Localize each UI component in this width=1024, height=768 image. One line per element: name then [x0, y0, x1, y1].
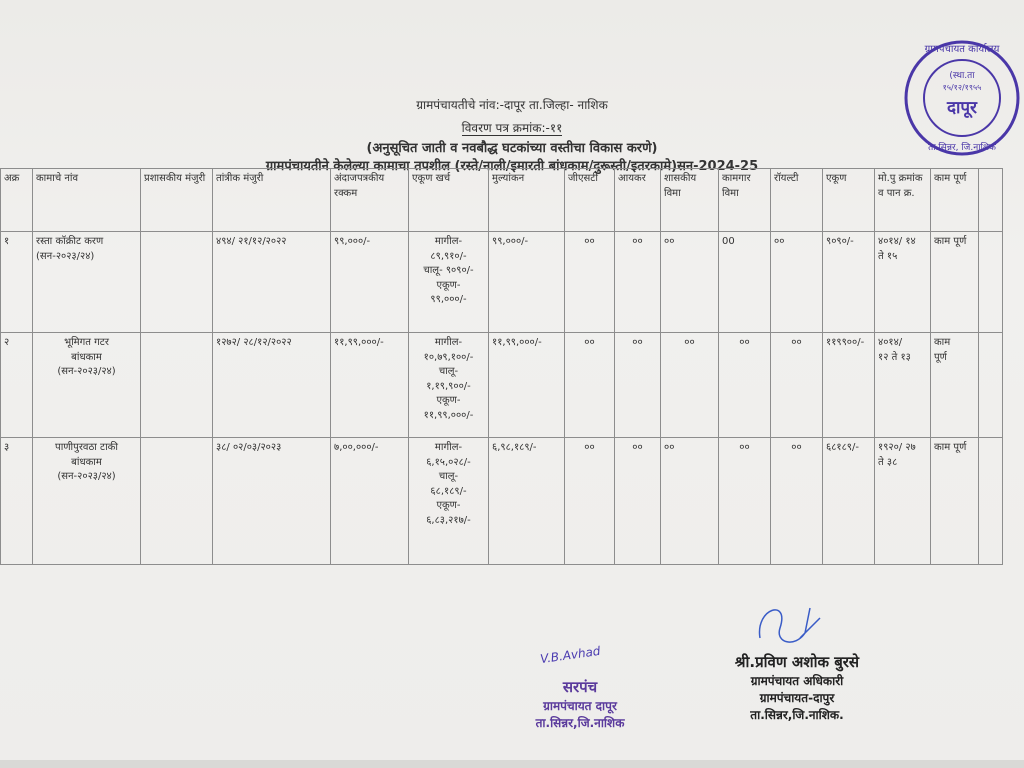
col-royalty: रॉयल्टी — [771, 169, 823, 232]
cell-valuation: ११,९९,०००/- — [489, 333, 565, 438]
office-seal — [902, 38, 1022, 158]
cell-expense: मागील- १०,७९,१००/- चालू- १,१९,९००/- एकूण- ११,९९,०००/- — [409, 333, 489, 438]
scheme-subtitle: (अनुसूचित जाती व नवबौद्ध घटकांच्या वस्तीचा विकास करणे) — [366, 141, 658, 156]
cell-work-name: पाणीपुरवठा टाकी बांधकाम (सन-२०२३/२४) — [33, 438, 141, 565]
cell-sr: ३ — [1, 438, 33, 565]
table-row — [1, 333, 1003, 438]
table-row — [1, 438, 1003, 565]
sarpanch-office: ग्रामपंचायत दापूर — [543, 699, 617, 713]
sarpanch-handwritten-signature: V.B.Avhad — [539, 643, 602, 667]
col-status: काम पूर्ण — [931, 169, 979, 232]
cell-tech: ३८/ ०२/०३/२०२३ — [213, 438, 331, 565]
cell-blank — [979, 232, 1003, 333]
officer-designation: ग्रामपंचायत अधिकारी — [750, 674, 844, 688]
cell-total: ११९९००/- — [823, 333, 875, 438]
col-total-expense: एकूण खर्च — [409, 169, 489, 232]
cell-gst: ०० — [565, 438, 615, 565]
officer-signature-block — [712, 652, 882, 723]
cell-valuation: ६,९८,१८९/- — [489, 438, 565, 565]
statement-number: विवरण पत्र क्रमांक:-११ — [461, 121, 563, 135]
svg-text:दापूर: दापूर — [946, 98, 978, 118]
col-total: एकूण — [823, 169, 875, 232]
table-row — [1, 232, 1003, 333]
work-details-title: ग्रामपंचायतीने केलेल्या कामाचा तपशील (रस्ते/नाली/इमारती बांधकाम/दुरूस्ती/इतरकामे)सन-2024-25 — [265, 159, 759, 174]
cell-tech: ४९४/ २१/१२/२०२२ — [213, 232, 331, 333]
header-row — [1, 169, 1003, 232]
cell-status: काम पूर्ण — [931, 333, 979, 438]
cell-admin — [141, 438, 213, 565]
cell-register: ४०१४/ १२ ते १३ — [875, 333, 931, 438]
col-estimate: अंदाजपत्रकीय रक्कम — [331, 169, 409, 232]
col-blank — [979, 169, 1003, 232]
cell-total: ९०९०/- — [823, 232, 875, 333]
cell-estimate: ९९,०००/- — [331, 232, 409, 333]
cell-worker-insurance: ०० — [719, 438, 771, 565]
cell-expense: मागील- ६,१५,०२८/- चालू- ६८,१८९/- एकूण- ६,८३,२१७/- — [409, 438, 489, 565]
cell-govt-insurance: ०० — [661, 438, 719, 565]
sarpanch-title: सरपंच — [562, 678, 598, 696]
cell-royalty: ०० — [771, 438, 823, 565]
cell-admin — [141, 333, 213, 438]
cell-govt-insurance: ०० — [661, 232, 719, 333]
cell-worker-insurance: 00 — [719, 232, 771, 333]
cell-status: काम पूर्ण — [931, 438, 979, 565]
cell-expense: मागील- ८९,९१०/- चालू- ९०९०/- एकूण- ९९,०००/- — [409, 232, 489, 333]
col-sr: अक्र — [1, 169, 33, 232]
svg-text:ग्रामपंचायत कार्यालय: ग्रामपंचायत कार्यालय — [924, 44, 1000, 55]
gram-panchayat-name: ग्रामपंचायतीचे नांव:-दापूर ता.जिल्हा- नाशिक — [416, 98, 608, 112]
cell-income-tax: ०० — [615, 333, 661, 438]
svg-text:१५/१२/१९५५: १५/१२/१९५५ — [942, 83, 982, 92]
cell-sr: १ — [1, 232, 33, 333]
cell-income-tax: ०० — [615, 438, 661, 565]
cell-register: १९२०/ २७ ते ३८ — [875, 438, 931, 565]
cell-tech: १२७२/ २८/१२/२०२२ — [213, 333, 331, 438]
col-admin-approval: प्रशासकीय मंजुरी — [141, 169, 213, 232]
cell-gst: ०० — [565, 333, 615, 438]
cell-total: ६८१८९/- — [823, 438, 875, 565]
officer-signature-scribble — [750, 598, 830, 658]
col-income-tax: आयकर — [615, 169, 661, 232]
cell-income-tax: ०० — [615, 232, 661, 333]
works-table — [0, 168, 1003, 565]
cell-gst: ०० — [565, 232, 615, 333]
svg-text:(स्था.ता: (स्था.ता — [949, 71, 975, 81]
cell-work-name: भूमिगत गटर बांधकाम (सन-२०२३/२४) — [33, 333, 141, 438]
svg-text:ता.सिन्नर, जि.नाशिक: ता.सिन्नर, जि.नाशिक — [928, 143, 996, 153]
cell-blank — [979, 438, 1003, 565]
col-worker-insurance: कामगार विमा — [719, 169, 771, 232]
col-gst: जीएसटी — [565, 169, 615, 232]
sarpanch-location: ता.सिन्नर,जि.नाशिक — [535, 716, 625, 730]
col-tech-approval: तांत्रीक मंजुरी — [213, 169, 331, 232]
cell-estimate: ७,००,०००/- — [331, 438, 409, 565]
officer-location: ता.सिन्नर,जि.नाशिक. — [750, 708, 844, 722]
cell-blank — [979, 333, 1003, 438]
cell-sr: २ — [1, 333, 33, 438]
cell-estimate: ११,९९,०००/- — [331, 333, 409, 438]
officer-name: श्री.प्रविण अशोक बुरसे — [734, 653, 860, 671]
cell-admin — [141, 232, 213, 333]
cell-royalty: ०० — [771, 232, 823, 333]
officer-office: ग्रामपंचायत-दापुर — [759, 691, 835, 705]
col-valuation: मुल्यांकन — [489, 169, 565, 232]
col-work-name: कामाचे नांव — [33, 169, 141, 232]
cell-valuation: ९९,०००/- — [489, 232, 565, 333]
cell-work-name: रस्ता कॉक्रीट करण (सन-२०२३/२४) — [33, 232, 141, 333]
sarpanch-signature-block — [520, 677, 640, 731]
col-govt-insurance: शासकीय विमा — [661, 169, 719, 232]
cell-royalty: ०० — [771, 333, 823, 438]
cell-register: ४०१४/ १४ ते १५ — [875, 232, 931, 333]
col-register: मो.पु क्रमांक व पान क्र. — [875, 169, 931, 232]
cell-govt-insurance: ०० — [661, 333, 719, 438]
cell-status: काम पूर्ण — [931, 232, 979, 333]
cell-worker-insurance: ०० — [719, 333, 771, 438]
